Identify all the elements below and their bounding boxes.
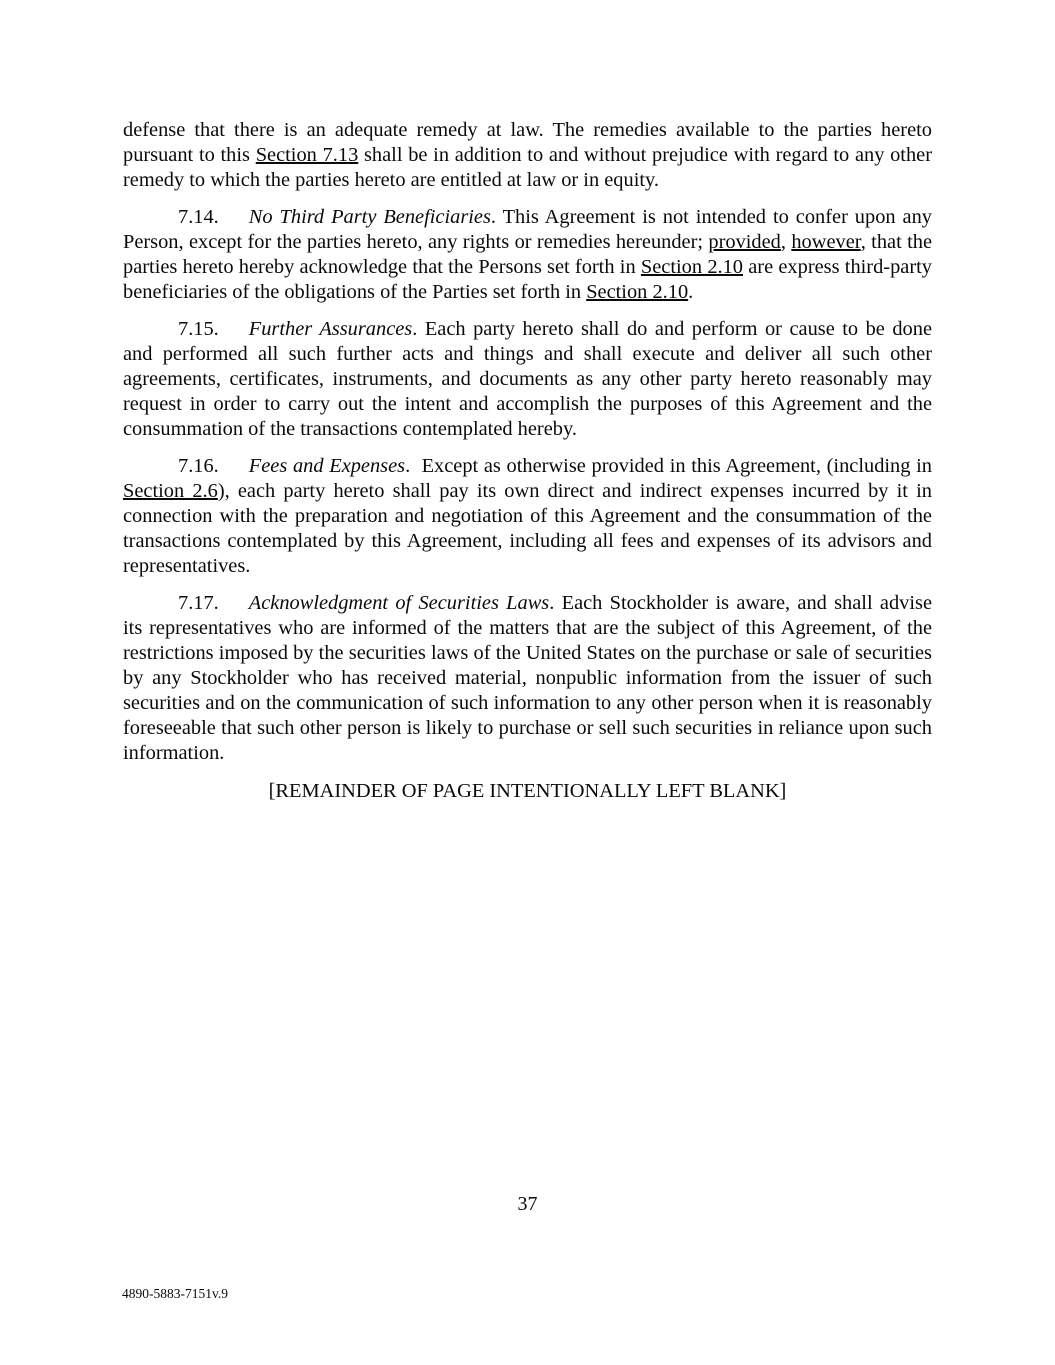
section-title: No Third Party Beneficiaries [248, 206, 491, 228]
section-number: 7.16. [178, 455, 219, 477]
paragraph-continuation [123, 118, 932, 193]
section-number: 7.15. [178, 318, 219, 340]
body-text: . [688, 281, 694, 303]
section-title: Fees and Expenses [248, 455, 406, 477]
section-ref-2-10: Section 2.10 [586, 281, 689, 303]
section-7-14 [123, 205, 932, 305]
body-text: are express third-party beneficiaries of the obligations of the Parties set forth in [123, 256, 932, 303]
body-text: ), each party hereto shall pay its own direct and indirect expenses incurred by it in connection with the preparation and negotiation of this Agreement and the consummation of the transactions contemplated by this Agreement, including all fees and expenses of its advisors and representatives. [123, 480, 932, 577]
body-text: shall be in addition to and without prejudice with regard to any other remedy to which the parties hereto are entitled at law or in equity. [123, 144, 932, 191]
section-ref-2-10: Section 2.10 [640, 256, 743, 278]
section-7-17 [123, 591, 932, 766]
body-text: . Except as otherwise provided in this Agreement, (including in [405, 455, 932, 477]
body-text: . Each party hereto shall do and perform or cause to be done and performed all such further acts and things and shall execute and deliver all such other agreements, certificates, instruments, and documents as any other party hereto reasonably may request in order to carry out the intent and accomplish the purposes of this Agreement and the consummation of the transactions contemplated hereby. [123, 318, 932, 440]
body-text: defense that there is an adequate remedy at law. The remedies available to the parties hereto pursuant to this [123, 119, 932, 166]
section-ref-2-6: Section 2.6 [123, 480, 218, 502]
defined-term-provided: provided [708, 231, 781, 253]
body-text: . This Agreement is not intended to confer upon any Person, except for the parties hereto, any rights or remedies hereunder; [123, 206, 932, 253]
section-ref-7-13: Section 7.13 [255, 144, 359, 166]
defined-term-however: however [791, 231, 861, 253]
page-number: 37 [517, 1193, 538, 1215]
section-title: Acknowledgment of Securities Laws [248, 592, 550, 614]
section-number: 7.17. [178, 592, 219, 614]
body-text: . Each Stockholder is aware, and shall advise its representatives who are informed of the matters that are the subject of this Agreement, of the restrictions imposed by the securities laws of the United States on the purchase or sale of securities by any Stockholder who has received material, nonpublic information from the issuer of such securities and on the communication of such information to any other person when it is reasonably foreseeable that such other person is likely to purchase or sell such securities in reliance upon such information. [123, 592, 932, 764]
body-text: , that the parties hereto hereby acknowledge that the Persons set forth in [123, 231, 933, 278]
section-7-16 [123, 454, 932, 579]
footer-doc-code: 4890-5883-7151v.9 [122, 1286, 228, 1301]
section-7-15 [123, 317, 932, 442]
remainder-notice: [REMAINDER OF PAGE INTENTIONALLY LEFT BLANK] [268, 780, 787, 802]
page-body [123, 118, 932, 804]
body-text: , [780, 231, 792, 253]
section-title: Further Assurances [248, 318, 413, 340]
section-number: 7.14. [178, 206, 219, 228]
